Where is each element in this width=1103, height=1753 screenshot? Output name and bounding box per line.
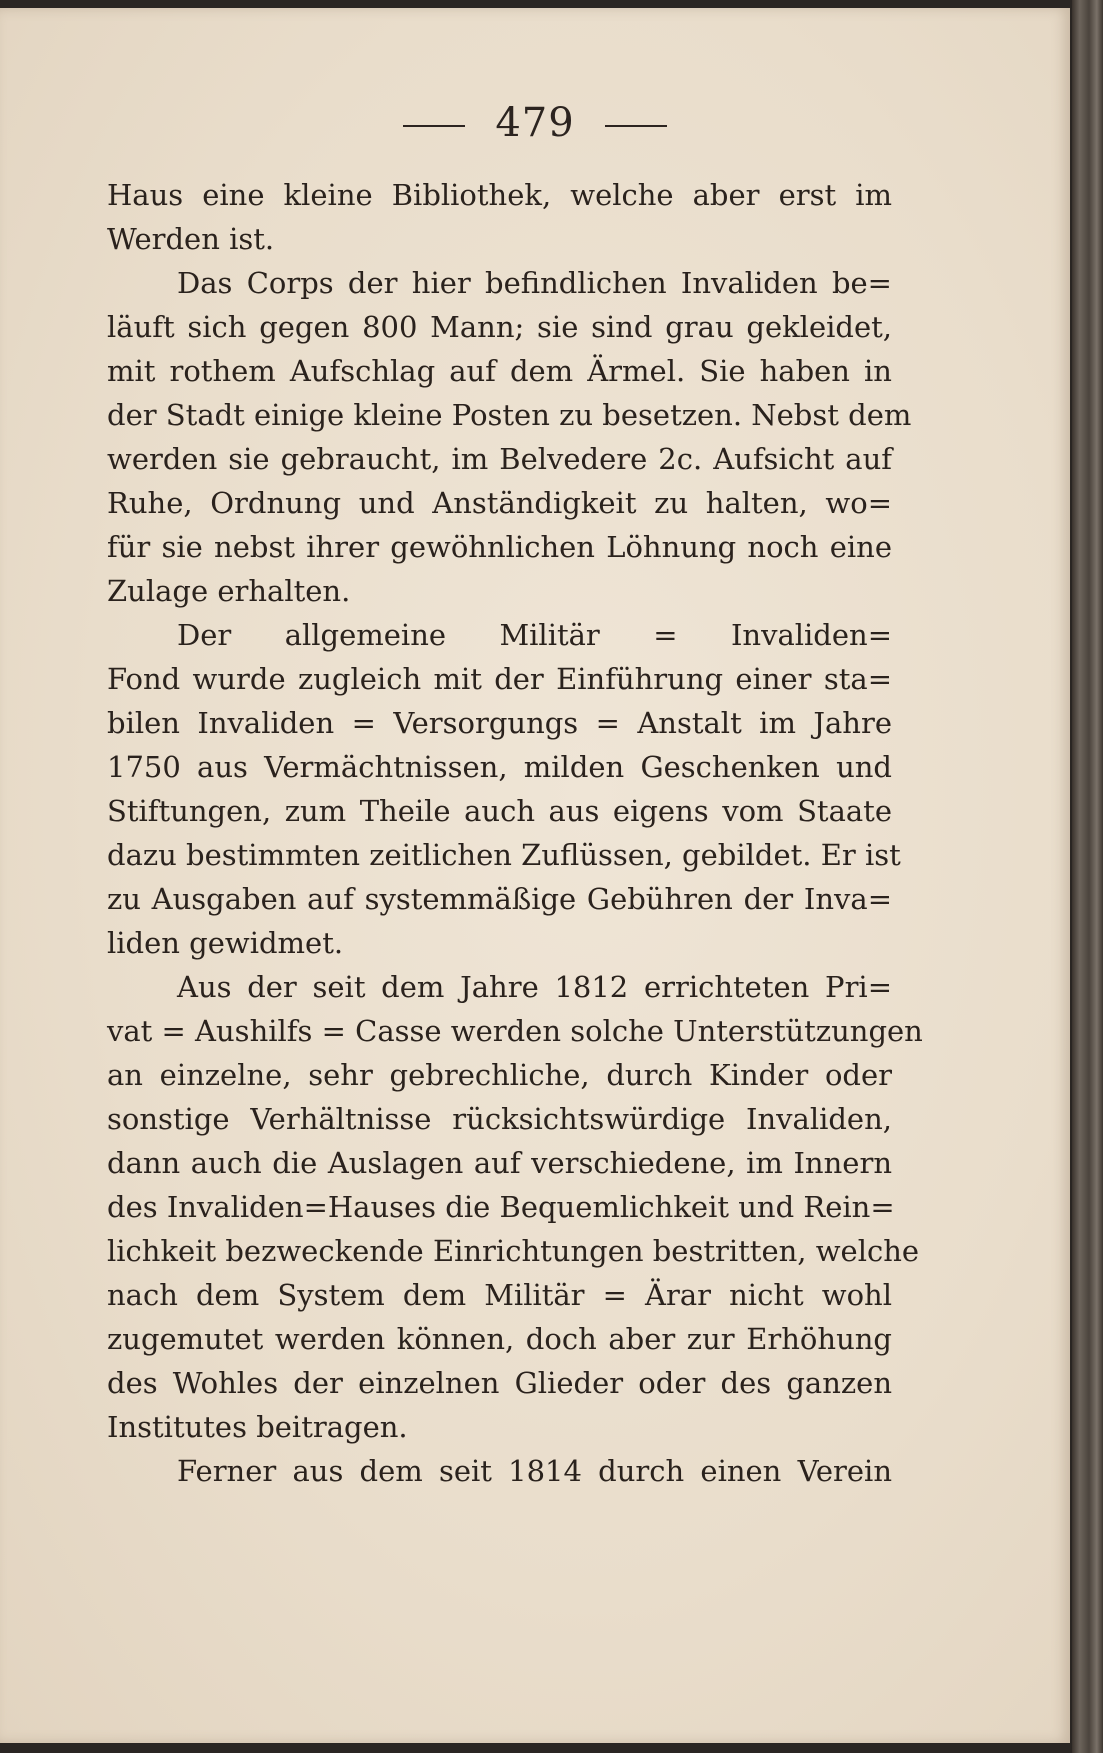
text-line: 1750 aus Vermächtnissen, milden Geschenken und <box>107 750 892 784</box>
body-text <box>107 173 923 1493</box>
paper-sheet <box>0 8 1070 1743</box>
text-line: des Wohles der einzelnen Glieder oder des ganzen <box>107 1366 892 1400</box>
text-line: zu Ausgaben auf systemmäßige Gebühren der Inva= <box>107 882 892 916</box>
text-line: des Invaliden=Hauses die Bequemlichkeit und Rein= <box>107 1190 895 1224</box>
text-line: Stiftungen, zum Theile auch aus eigens vom Staate <box>107 794 892 828</box>
text-line: dazu bestimmten zeitlichen Zuflüssen, gebildet. Er ist <box>107 838 901 872</box>
text-line: liden gewidmet. <box>107 926 344 960</box>
text-line: sonstige Verhältnisse rücksichtswürdige Invaliden, <box>107 1102 892 1136</box>
text-line: an einzelne, sehr gebrechliche, durch Kinder oder <box>107 1058 892 1092</box>
page-number-value: 479 <box>495 100 575 146</box>
text-line: lichkeit bezweckende Einrichtungen bestritten, welche <box>107 1234 920 1268</box>
page-number-right-dash <box>605 125 667 127</box>
text-line: Fond wurde zugleich mit der Einführung einer sta= <box>107 662 892 696</box>
text-line: Institutes beitragen. <box>107 1410 408 1444</box>
text-line: der Stadt einige kleine Posten zu besetzen. Nebst dem <box>107 398 912 432</box>
text-line: zugemutet werden können, doch aber zur Erhöhung <box>107 1322 892 1356</box>
text-line: für sie nebst ihrer gewöhnlichen Löhnung noch eine <box>107 530 892 564</box>
text-line: Ruhe, Ordnung und Anständigkeit zu halten, wo= <box>107 486 892 520</box>
text-line: vat = Aushilfs = Casse werden solche Unterstützungen <box>107 1014 923 1048</box>
book-page-edge <box>1072 0 1103 1753</box>
text-line: Der allgemeine Militär = Invaliden= <box>177 618 892 652</box>
text-line: Das Corps der hier befindlichen Invaliden be= <box>177 266 892 300</box>
text-line: Zulage erhalten. <box>107 574 351 608</box>
text-line: nach dem System dem Militär = Ärar nicht wohl <box>107 1278 892 1312</box>
text-line: mit rothem Aufschlag auf dem Ärmel. Sie haben in <box>107 354 892 388</box>
page-number-left-dash <box>403 125 465 127</box>
text-line: dann auch die Auslagen auf verschiedene, im Innern <box>107 1146 892 1180</box>
text-line: bilen Invaliden = Versorgungs = Anstalt im Jahre <box>107 706 892 740</box>
text-line: Aus der seit dem Jahre 1812 errichteten Pri= <box>177 970 892 1004</box>
text-line: Haus eine kleine Bibliothek, welche aber erst im <box>107 178 892 212</box>
text-line: Ferner aus dem seit 1814 durch einen Verein <box>177 1454 892 1488</box>
text-line: läuft sich gegen 800 Mann; sie sind grau gekleidet, <box>107 310 892 344</box>
text-line: Werden ist. <box>107 222 275 256</box>
text-line: werden sie gebraucht, im Belvedere 2c. Aufsicht auf <box>107 442 892 476</box>
page-number <box>0 100 1070 146</box>
